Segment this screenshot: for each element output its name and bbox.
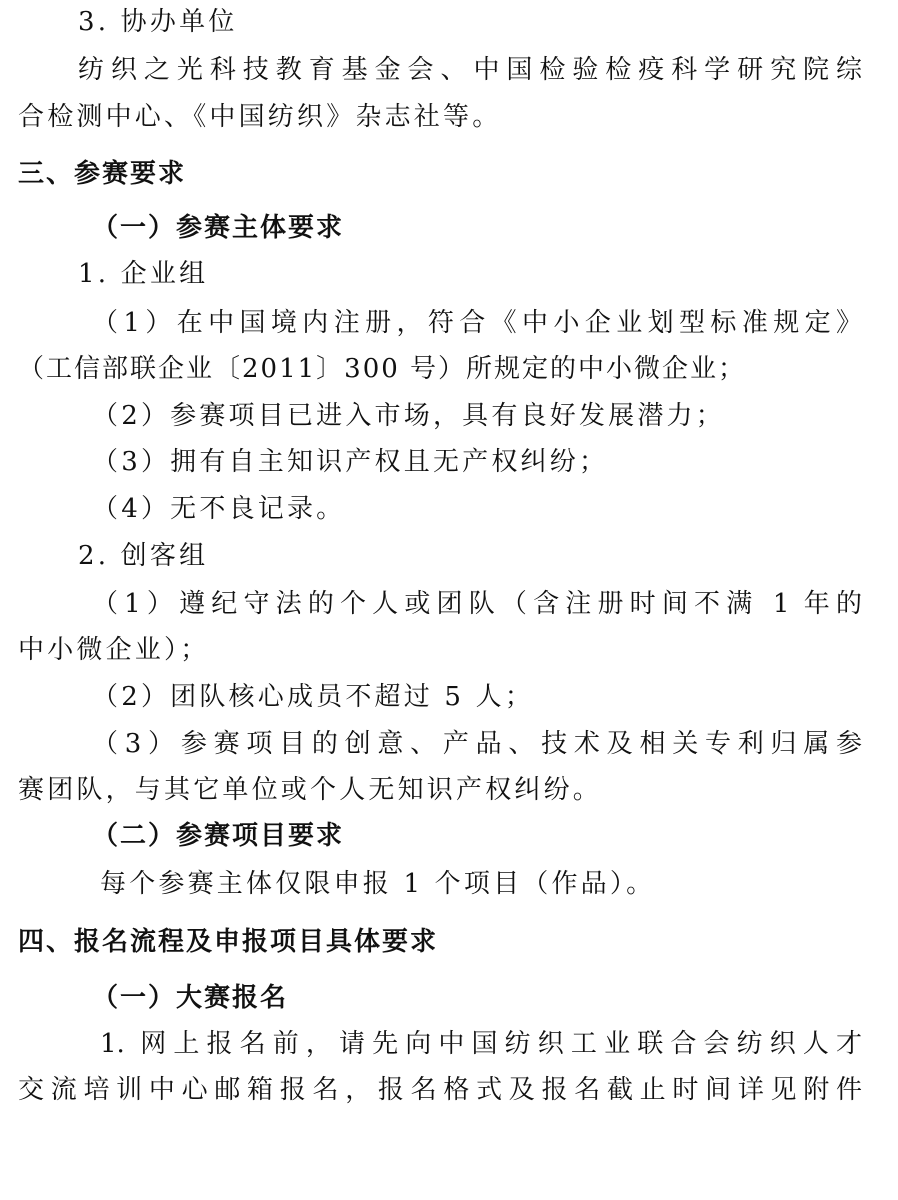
paragraph-line: 赛团队，与其它单位或个人无知识产权纠纷。	[18, 775, 603, 805]
subsection-heading-2: （二）参赛项目要求	[92, 821, 345, 851]
list-item: （1）遵纪守法的个人或团队（含注册时间不满 1 年的	[92, 589, 862, 619]
list-item: （1）在中国境内注册，符合《中小企业划型标准规定》	[92, 308, 862, 338]
subsection-heading-1: （一）参赛主体要求	[92, 213, 345, 243]
subsection-heading-1: （一）大赛报名	[92, 983, 289, 1013]
item-3-co-organizers: 3. 协办单位	[78, 7, 238, 37]
list-item: （2）参赛项目已进入市场，具有良好发展潜力；	[92, 401, 725, 431]
item-1-enterprise-group: 1. 企业组	[78, 259, 209, 289]
paragraph-line: 纺织之光科技教育基金会、中国检验检疫科学研究院综	[78, 55, 862, 85]
list-item: （4）无不良记录。	[92, 494, 346, 524]
paragraph-line: 1. 网上报名前，请先向中国纺织工业联合会纺织人才	[100, 1029, 862, 1059]
section-heading-3: 三、参赛要求	[18, 159, 187, 189]
paragraph-line: （工信部联企业〔2011〕300 号）所规定的中小微企业；	[18, 354, 747, 384]
item-2-maker-group: 2. 创客组	[78, 541, 209, 571]
list-item: （3）参赛项目的创意、产品、技术及相关专利归属参	[92, 729, 862, 759]
paragraph-line: 交流培训中心邮箱报名，报名格式及报名截止时间详见附件	[18, 1075, 862, 1105]
paragraph-line: 每个参赛主体仅限申报 1 个项目（作品）。	[100, 869, 656, 899]
paragraph-line: 合检测中心、《中国纺织》杂志社等。	[18, 102, 502, 132]
section-heading-4: 四、报名流程及申报项目具体要求	[18, 927, 439, 957]
list-item: （2）团队核心成员不超过 5 人；	[92, 682, 535, 712]
paragraph-line: 中小微企业）；	[18, 635, 210, 665]
list-item: （3）拥有自主知识产权且无产权纠纷；	[92, 447, 609, 477]
